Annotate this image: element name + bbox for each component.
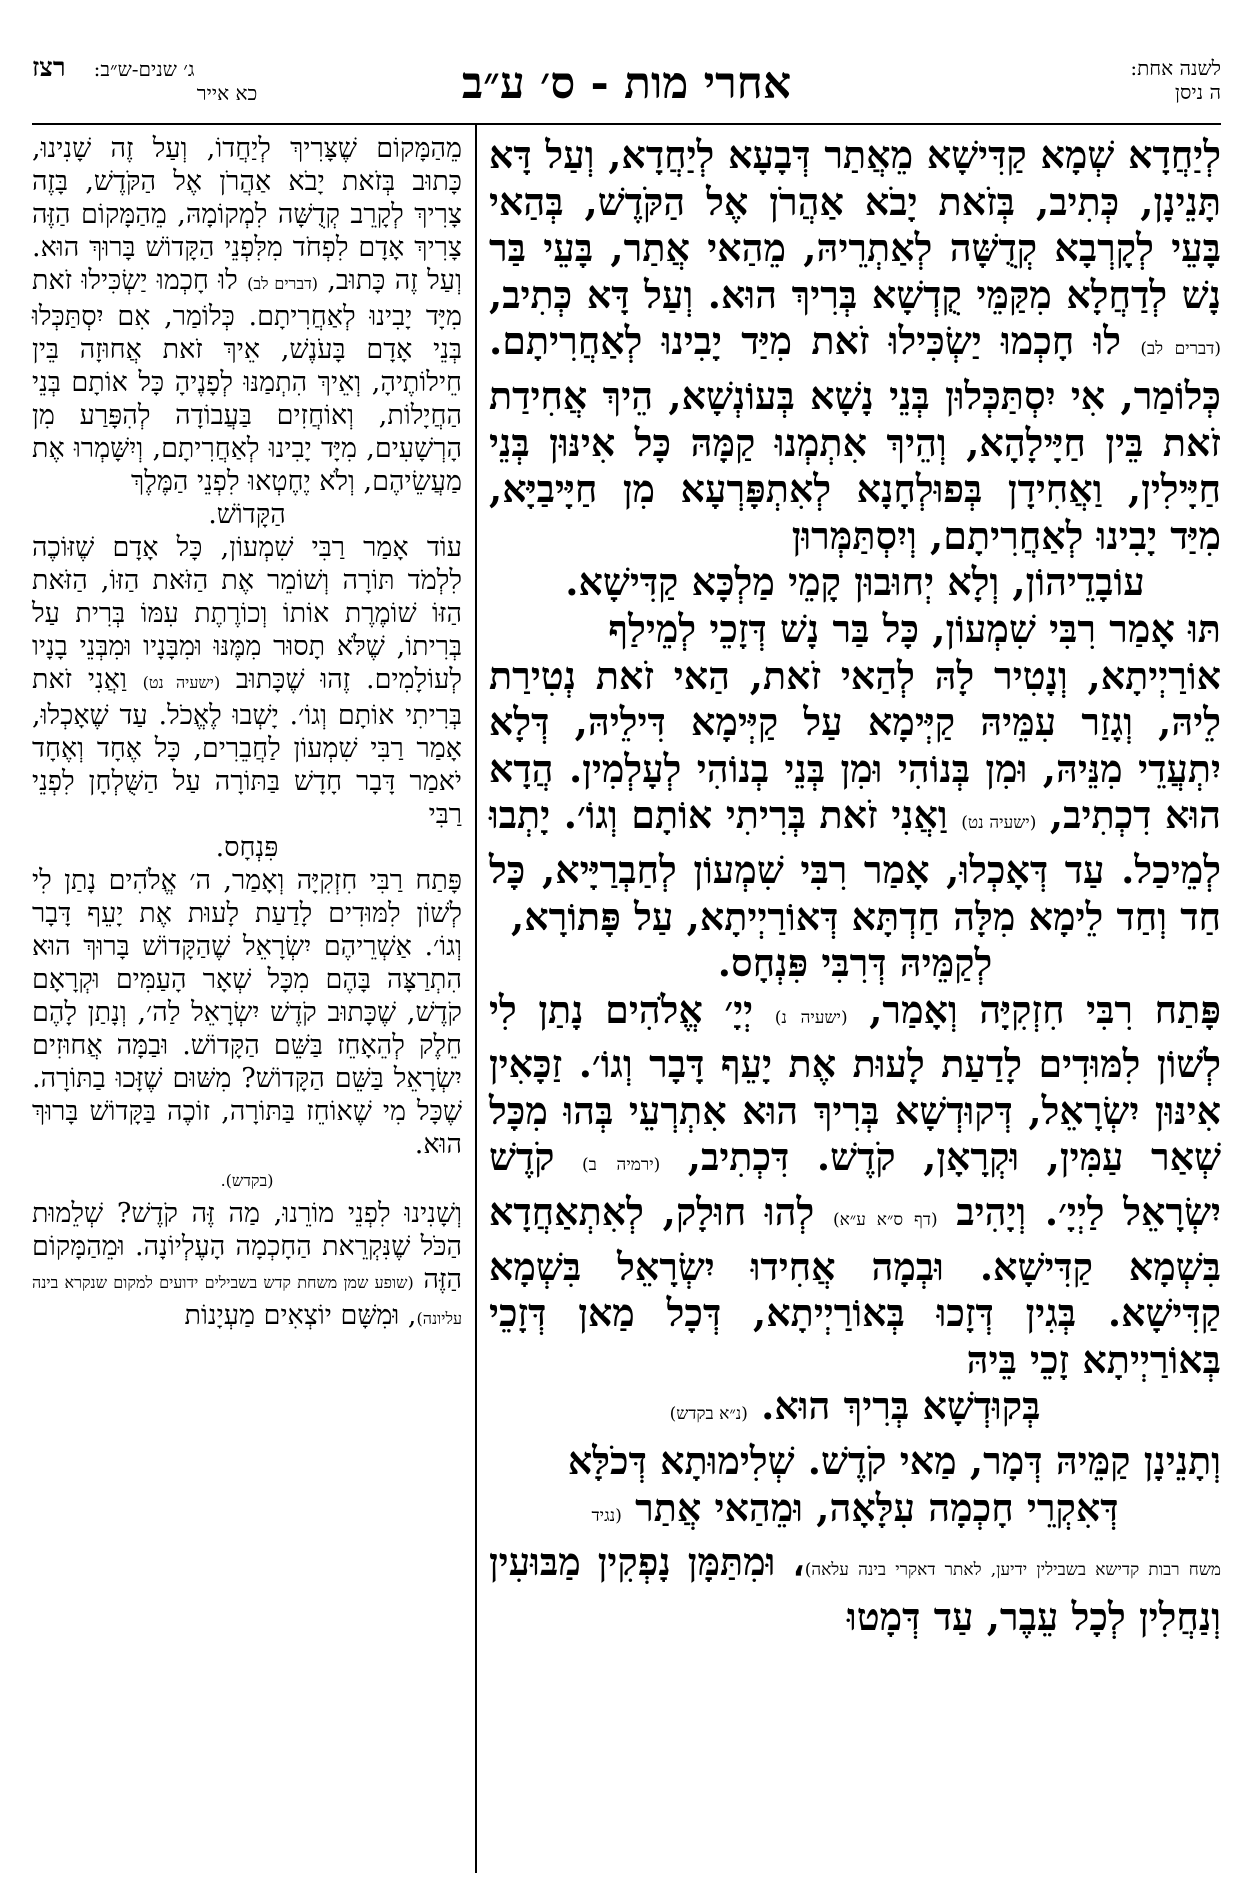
text-segment: לְהוּ חוּלָק, לְאִתְאַחֲדָא בִּשְׁמָא קַדִּישָׁא. וּבְמָה אֲחִידוּ יִשְׂרָאֵל בִּשְׁמָא קַדִּישָׁא. בְּגִין דְּזָכוּ בְּאוֹרַיְיתָא, דְּכָל מַאן דְּזָכֵי בְּאוֹרַיְיתָא זָכֵי בֵּיהּ xyxy=(489,1189,1221,1382)
source-reference: (נ״א בקדש) xyxy=(669,1404,748,1425)
text-segment: וַאֲנִי זֹאת בְּרִיתִי אוֹתָם וְגוֹ׳. יָתְבוּ לְמֵיכַל. עַד דְּאָכְלוּ, אָמַר רִבִּי שִׁמְעוֹן לְחַבְרַיָּיא, כָּל חַד וְחַד לֵימָא מִלָּה חַדְתָּא דְּאוֹרַיְיתָא, עַל פָּתוֹרָא, xyxy=(489,792,1221,939)
text-segment: פָּתַח רִבִּי חִזְקִיָּה וְאָמַר, xyxy=(847,986,1221,1032)
page-number: רצז xyxy=(32,53,66,83)
source-reference: (דברים לב) xyxy=(1140,339,1221,360)
text-segment: פָּתַח רַבִּי חִזְקִיָּה וְאָמַר, ה׳ אֱלֹהִים נָתַן לִי לְשׁוֹן לִמּוּדִים לָדַעַת לָעוּת אֶת יָעֵף דָּבָר וְגוֹ׳. אַשְׁרֵיהֶם יִשְׂרָאֵל שֶׁהַקָּדוֹשׁ בָּרוּךְ הוּא הִתְרַצָּה בָּהֶם מִכָּל שְׁאָר הָעַמִּים וּקְרָאָם קֹדֶשׁ, שֶׁכָּתוּב קֹדֶשׁ יִשְׂרָאֵל לַה׳, וְנָתַן לָהֶם חֵלֶק לְהֵאָחֵז בַּשֵּׁם הַקָּדוֹשׁ. וּבַמָּה אֲחוּזִים יִשְׂרָאֵל בַּשֵּׁם הַקָּדוֹשׁ? מִשּׁוּם שֶׁזָּכוּ בַתּוֹרָה. שֶׁכָּל מִי שֶׁאוֹחֵז בַּתּוֹרָה, זוֹכֶה בַּקָּדוֹשׁ בָּרוּךְ הוּא. xyxy=(32,865,462,1160)
text-segment: אוֹרַיְיתָא, וְנָטִיר לָהּ לְהַאי זֹאת, הַאי זֹאת נְטִירַת לֵיהּ, וְגָזַר עִמֵּיהּ קַיְּימָא עַל קַיְּימָא דִּילֵיהּ, דְּלָא יִתְעֲדֵי מִנֵּיהּ, וּמִן בְּנוֹהִי וּמִן בְּנֵי בְנוֹהִי לְעָלְמִין. הֲדָא הוּא דִכְתִיב, xyxy=(489,652,1221,838)
text-paragraph xyxy=(489,1438,1221,1485)
text-segment: בְּקוּדְשָׁא בְּרִיךְ הוּא. xyxy=(747,1383,1041,1429)
text-paragraph xyxy=(489,132,1221,559)
text-segment: וְתָנֵינָן קַמֵּיהּ דְּמָר, מַאי קֹדֶשׁ. שְׁלִימוּתָא דְּכֹלָּא xyxy=(567,1438,1221,1484)
header-divider xyxy=(32,123,1221,125)
text-paragraph xyxy=(489,559,1221,606)
text-segment: לוּ חָכְמוּ יַשְׂכִּילוּ זֹאת מִיַּד יָבִינוּ לְאַחֲרִיתָם. כְּלוֹמַר, אִי יִסְתַּכְּלוּן בְּנֵי נָשָׁא בְּעוֹנְשָׁא, הֵיךְ אֲחִידַת זֹאת בֵּין חַיָּילָהָא, וְהֵיךְ אִתְמְנוּ קַמָּהּ כָּל אִינּוּן בְּנֵי חַיָּילִין, וַאֲחִידָן בְּפוּלְחָנָא לְאִתְפָּרְעָא מִן חַיָּיבַיָּא, מִיַּד יָבִינוּ לְאַחֲרִיתָם, וְיִסְתַּמְּרוּן xyxy=(489,318,1221,558)
text-paragraph xyxy=(32,132,462,498)
source-reference: (ישעיה נט) xyxy=(961,813,1037,834)
text-paragraph xyxy=(489,940,1221,987)
header-left-top xyxy=(32,53,312,83)
text-paragraph xyxy=(32,1197,462,1335)
yearly-schedule-label: לשנה אחת: xyxy=(1130,56,1221,80)
text-paragraph xyxy=(489,653,1221,941)
text-paragraph xyxy=(489,987,1221,1384)
text-segment: ، וּמִתַּמָּן נָפְקִין מַבּוּעִין וְנַחֲלִין לְכָל עֵבֶר, עַד דְּמָטוּ xyxy=(489,1539,1221,1639)
source-reference: (נגיד xyxy=(591,1505,622,1526)
text-paragraph xyxy=(32,531,462,831)
text-segment: יְיָ׳ אֱלֹהִים נָתַן לִי לְשׁוֹן לִמּוּדִים לָדַעַת לָעוּת אֶת יָעֵף דָּבָר וְגוֹ׳. זַכָּאִין אִינּוּן יִשְׂרָאֵל, דְּקוּדְשָׁא בְּרִיךְ הוּא אִתְרְעֵי בְּהוּ מִכָּל שְׁאַר עַמִּין, וּקְרָאָן, קֹדֶשׁ. דִּכְתִיב, xyxy=(489,986,1222,1180)
text-paragraph xyxy=(489,606,1221,653)
source-reference: (ירמיה ב) xyxy=(582,1155,661,1176)
source-reference: (בקדש). xyxy=(220,1171,274,1190)
text-segment: וְשָׁנִינוּ לִפְנֵי מוֹרֵנוּ, מַה זֶּה קֹדֶשׁ? שְׁלֵמוּת הַכֹּל שֶׁנִּקְרֵאת הַחָכְמָה הָעֶלְיוֹנָה. וּמֵהַמָּקוֹם הַזֶּה xyxy=(32,1198,463,1295)
source-reference: (ישעיה נ) xyxy=(774,1007,848,1028)
text-paragraph xyxy=(489,1383,1221,1438)
text-paragraph xyxy=(32,1161,462,1197)
text-paragraph xyxy=(32,498,462,531)
column-divider xyxy=(475,123,477,1873)
text-segment: לוּ חָכְמוּ יַשְׂכִּילוּ זֹאת מִיָּד יָבִינוּ לְאַחֲרִיתָם. כְּלוֹמַר, אִם יִסְתַּכְּלוּ בְּנֵי אָדָם בָּעֹנֶשׁ, אֵיךְ זֹאת אֲחוּזָה בֵּין חֵילוֹתֶיהָ, וְאֵיךְ הִתְמַנּוּ לְפָנֶיהָ כָּל אוֹתָם בְּנֵי הַחֲיָלוֹת, וְאוֹחֲזִים בַּעֲבוֹדָה לְהִפָּרַע מִן הָרְשָׁעִים, מִיָּד יָבִינוּ לְאַחֲרִיתָם, וְיִשָּׁמְרוּ אֶת מַעֲשֵׂיהֶם, וְלֹא יֶחֶטְאוּ לִפְנֵי הַמֶּלֶךְ xyxy=(32,265,462,497)
source-reference: (דברים לב) xyxy=(247,274,319,293)
aramaic-text-column xyxy=(489,132,1221,1640)
text-segment: עוֹד אָמַר רַבִּי שִׁמְעוֹן, כָּל אָדָם שֶׁזּוֹכֶה לִלְמֹד תּוֹרָה וְשׁוֹמֵר אֶת הַזֹּאת הַזּוֹ, הַזֹּאת הַזּוֹ שׁוֹמֶרֶת אוֹתוֹ וְכוֹרֶתֶת עִמּוֹ בְּרִית עַל בְּרִיתוֹ, שֶׁלֹּא תָסוּר מִמֶּנּוּ וּמִבָּנָיו וּמִבְּנֵי בָנָיו לְעוֹלָמִים. זֶהוּ שֶׁכָּתוּב xyxy=(32,532,462,695)
text-paragraph xyxy=(489,1485,1221,1540)
text-segment: לְיַחֲדָא שְׁמָא קַדִּישָׁא מֵאֲתַר דְּבָעָא לְיַחֲדָא, וְעַל דָּא תָּנֵינָן, כְּתִיב, בְּזֹאת יָבֹא אַהֲרֹן אֶל הַקֹּדֶשׁ, בְּהַאי בָּעֵי לְקָרְבָא קְדֻשָּׁה לְאַתְרֵיהּ, מֵהַאי אֲתַר, בָּעֵי בַּר נָשׁ לְדַחֲלָא מִקַּמֵּי קֻדְשָׁא בְּרִיךְ הוּא. וְעַל דָּא כְּתִיב, xyxy=(489,132,1222,317)
source-reference: (דף ס״א ע״א) xyxy=(832,1210,938,1231)
text-paragraph xyxy=(32,864,462,1161)
header-left xyxy=(32,53,312,105)
page-header xyxy=(32,53,1221,122)
text-segment: מֵהַמָּקוֹם שֶׁצָּרִיךְ לְיַחֲדוֹ, וְעַל זֶה שָׁנִינוּ, כָּתוּב בְּזֹאת יָבֹא אַהֲרֹן אֶל הַקֹּדֶשׁ, בָּזֶה צָרִיךְ לְקָרֵב קְדֻשָּׁה לִמְקוֹמָהּ, מֵהַמָּקוֹם הַזֶּה צָרִיךְ אָדָם לִפְחֹד מִלִּפְנֵי הַקָּדוֹשׁ בָּרוּךְ הוּא. וְעַל זֶה כָּתוּב, xyxy=(32,133,462,296)
text-segment: , וּמִשָּׁם יוֹצְאִים מַעְיָנוֹת xyxy=(184,1300,417,1331)
hebrew-translation-column xyxy=(32,132,462,1335)
three-year-schedule-date: כא אייר xyxy=(196,81,258,105)
text-segment: לְקַמֵּיהּ דְּרִבִּי פִּנְחָס. xyxy=(717,940,993,986)
source-reference: (שופע שמן משחת קדש בשבילים ידועים למקום שנקרא בינה עליונה) xyxy=(32,1273,462,1328)
yearly-schedule-date: ה ניסן xyxy=(1174,80,1221,104)
source-reference: משח רבות קדישא בשבילין ידיען, לאתר דאקרי בינה עלאה) xyxy=(804,1560,1221,1581)
text-segment: תּוּ אָמַר רִבִּי שִׁמְעוֹן, כָּל בַּר נָשׁ דְּזָכֵי לְמֵילַף xyxy=(608,605,1221,651)
three-year-schedule-label: ג׳ שנים-ש״ב: xyxy=(93,57,195,81)
text-segment: הַקָּדוֹשׁ. xyxy=(208,499,286,530)
text-paragraph xyxy=(32,831,462,864)
text-segment: וַאֲנִי זֹאת בְּרִיתִי אוֹתָם וְגוֹ׳. יָשְׁבוּ לֶאֱכֹל. עַד שֶׁאָכְלוּ, אָמַר רַבִּי שִׁמְעוֹן לַחֲבֵרִים, כָּל אֶחָד וְאֶחָד יֹאמַר דָּבָר חָדָשׁ בַּתּוֹרָה עַל הַשֻּׁלְחָן לִפְנֵי רַבִּי xyxy=(32,664,462,830)
source-reference: (ישעיה נט) xyxy=(142,673,221,692)
text-segment: קֹדֶשׁ יִשְׂרָאֵל לַיְיָ׳. וְיָהִיב xyxy=(489,1134,1221,1235)
text-paragraph xyxy=(489,1539,1221,1640)
text-segment: פִּנְחָס. xyxy=(215,832,279,863)
text-segment: דְּאִקְרֵי חָכְמָה עִלָּאָה, וּמֵהַאי אֲתַר xyxy=(621,1484,1119,1530)
text-segment: עוֹבָדֵיהוֹן, וְלָא יְחוּבוּן קָמֵי מַלְכָּא קַדִּישָׁא. xyxy=(565,559,1145,605)
page-title: אחרי מות - ס׳ ע״ב xyxy=(461,58,792,109)
